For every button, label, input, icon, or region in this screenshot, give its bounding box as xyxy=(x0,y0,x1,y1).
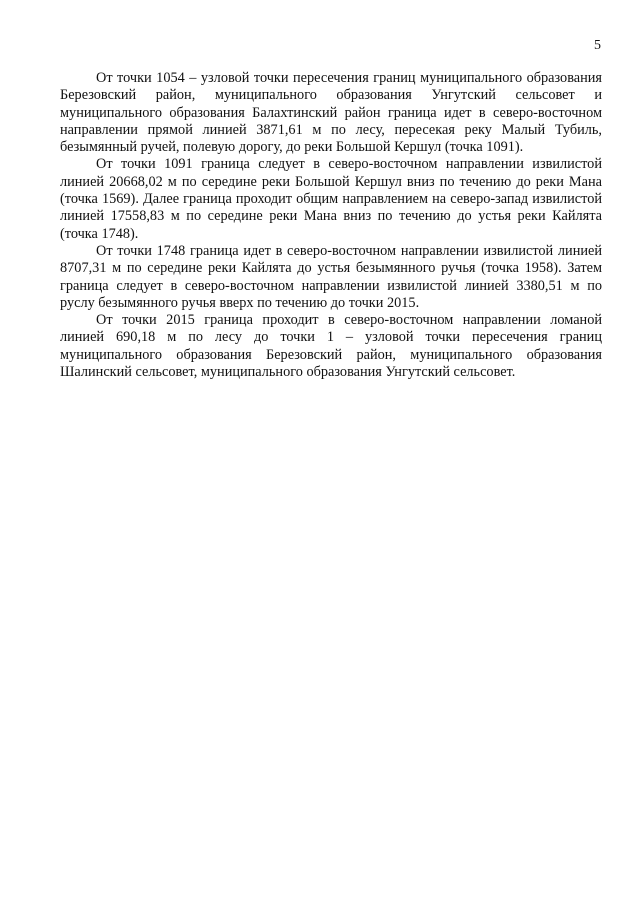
document-body xyxy=(60,70,602,381)
paragraph-point-1054: От точки 1054 – узловой точки пересечения границ муниципального образования Березовский район, муниципального образования Унгутский сельсовет и муниципального образования Балахтинский район граница идет в северо-восточном направлении прямой линией 3871,61 м по лесу, пересекая реку Малый Тубиль, безымянный ручей, полевую дорогу, до реки Большой Кершул (точка 1091). xyxy=(60,70,602,156)
page-number: 5 xyxy=(594,38,601,53)
paragraph-point-1748: От точки 1748 граница идет в северо-восточном направлении извилистой линией 8707,31 м по середине реки Кайлята до устья безымянного ручья (точка 1958). Затем граница следует в северо-восточном направлении извилистой линией 3380,51 м по руслу безымянного ручья вверх по течению до точки 2015. xyxy=(60,242,602,311)
paragraph-point-2015: От точки 2015 граница проходит в северо-восточном направлении ломаной линией 690,18 м по лесу до точки 1 – узловой точки пересечения границ муниципального образования Березовский район, муниципального образования Шалинский сельсовет, муниципального образования Унгутский сельсовет. xyxy=(60,312,602,381)
paragraph-point-1091: От точки 1091 граница следует в северо-восточном направлении извилистой линией 20668,02 м по середине реки Большой Кершул вниз по течению до реки Мана (точка 1569). Далее граница проходит общим направлением на северо-запад извилистой линией 17558,83 м по середине реки Мана вниз по течению до устья реки Кайлята (точка 1748). xyxy=(60,156,602,242)
